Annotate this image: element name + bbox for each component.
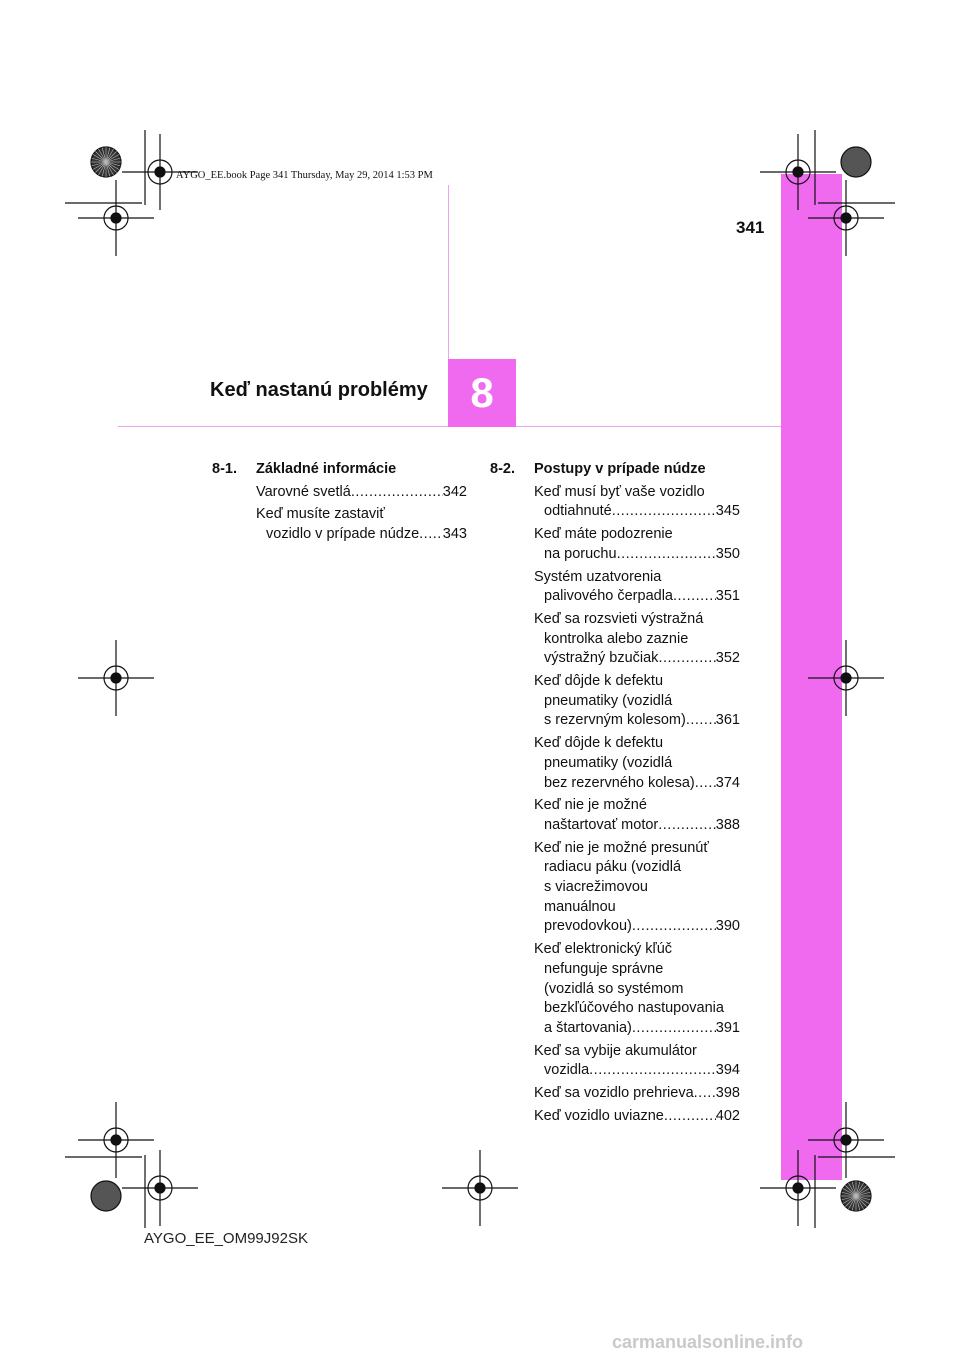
dot-leader [632,917,716,937]
dot-leader [658,816,716,836]
section-heading [212,460,467,480]
toc-entry-text: Keď musíte zastaviť [256,506,385,523]
dot-leader [632,1019,716,1039]
toc-entry-text: bez rezervného kolesa) [544,774,695,791]
page-number: 341 [736,218,765,237]
toc-entry-text: prevodovkou) [544,918,632,935]
toc-entry[interactable] [256,505,467,544]
toc-entry-page: 374 [715,774,740,791]
toc-entry-text: (vozidlá so systémom [544,980,684,997]
toc-entry[interactable] [534,734,740,793]
dot-leader [419,525,443,545]
toc-entry-text: Varovné svetlá [256,483,351,500]
section-title: Postupy v prípade núdze [534,461,706,477]
watermark: carmanualsonline.info [612,1332,804,1352]
toc-entry-page: 351 [715,588,740,605]
toc-entry-page: 352 [715,650,740,667]
dot-leader [351,483,443,503]
toc-entry-text: Keď elektronický kľúč [534,941,673,958]
toc-entry-text: palivového čerpadla [544,588,673,605]
chapter-title: Keď nastanú problémy [210,379,428,401]
toc-entry[interactable] [534,839,740,938]
toc-entry-page: 343 [442,526,467,543]
print-header: AYGO_EE.book Page 341 Thursday, May 29, 2014 1:53 PM [176,170,433,181]
toc-entry[interactable] [534,568,740,607]
toc-entry-text: nefunguje správne [544,960,664,977]
toc-entry[interactable] [534,610,740,669]
toc-entry-text: bezkľúčového nastupovania [544,1000,724,1017]
toc-entry-page: 350 [715,545,740,562]
toc-entry[interactable] [534,940,740,1039]
section-heading [490,460,740,480]
toc-entry-text: a štartovania) [544,1019,632,1036]
toc-entry-page: 390 [715,918,740,935]
dot-leader [589,1061,716,1081]
chapter-number-badge: 8 [448,359,516,427]
toc-entry-page: 394 [715,1062,740,1079]
toc-entry-text: na poruchu [544,545,617,562]
dot-leader [686,711,716,731]
dot-leader [694,1084,716,1104]
dot-leader [695,774,716,794]
section-number: 8-2. [490,461,515,477]
toc-entry-text: Systém uzatvorenia [534,568,662,585]
toc-entry-text: Keď musí byť vaše vozidlo [534,483,705,500]
toc-entry-page: 391 [715,1019,740,1036]
toc-entry[interactable] [534,1084,740,1104]
dot-leader [612,502,716,522]
toc-entry[interactable] [534,483,740,522]
toc-entry-text: Keď sa vozidlo prehrieva [534,1085,694,1102]
toc-entry[interactable] [534,1042,740,1081]
toc-entry-text: manuálnou [544,898,616,915]
thumb-index-strip [781,174,842,1180]
section-number: 8-1. [212,461,237,477]
footer-code: AYGO_EE_OM99J92SK [144,1230,308,1247]
dot-leader [673,587,716,607]
toc-entry-text: odtiahnuté [544,503,612,520]
toc-entry-text: Keď vozidlo uviazne [534,1107,664,1124]
toc-entry-page: 398 [715,1085,740,1102]
toc-entry[interactable] [256,483,467,503]
toc-entry-text: Keď dôjde k defektu [534,735,664,752]
toc-section-8-2 [490,460,740,1130]
toc-entry-text: výstražný bzučiak [544,650,659,667]
toc-entry[interactable] [534,672,740,731]
chapter-divider-vertical [448,185,449,359]
toc-section-8-1 [212,460,467,548]
toc-entry-page: 388 [715,816,740,833]
toc-entry-text: pneumatiky (vozidlá [544,754,673,771]
toc-entry[interactable] [534,796,740,835]
toc-entry-page: 345 [715,503,740,520]
toc-entry-text: Keď nie je možné presunúť [534,839,709,856]
toc-entry[interactable] [534,1107,740,1127]
toc-entry-text: Keď nie je možné [534,797,647,814]
toc-entry-text: Keď sa vybije akumulátor [534,1042,697,1059]
toc-entry-page: 342 [442,483,467,500]
toc-entry-text: vozidla [544,1062,590,1079]
toc-entry-text: pneumatiky (vozidlá [544,692,673,709]
toc-entry-text: Keď dôjde k defektu [534,673,664,690]
toc-entry-text: vozidlo v prípade núdze [266,526,420,543]
toc-entry-page: 402 [715,1107,740,1124]
dot-leader [658,649,715,669]
toc-entry-text: s viacrežimovou [544,879,648,896]
toc-entry-page: 361 [715,712,740,729]
section-title: Základné informácie [256,461,397,477]
dot-leader [617,545,716,565]
toc-entry-text: s rezervným kolesom) [544,712,686,729]
toc-entry-text: Keď máte podozrenie [534,526,673,543]
toc-entry-text: kontrolka alebo zaznie [544,630,689,647]
dot-leader [664,1107,716,1127]
toc-entry-text: Keď sa rozsvieti výstražná [534,610,704,627]
toc-entry-text: radiacu páku (vozidlá [544,859,682,876]
toc-entry-text: naštartovať motor [544,816,659,833]
toc-entry[interactable] [534,525,740,564]
